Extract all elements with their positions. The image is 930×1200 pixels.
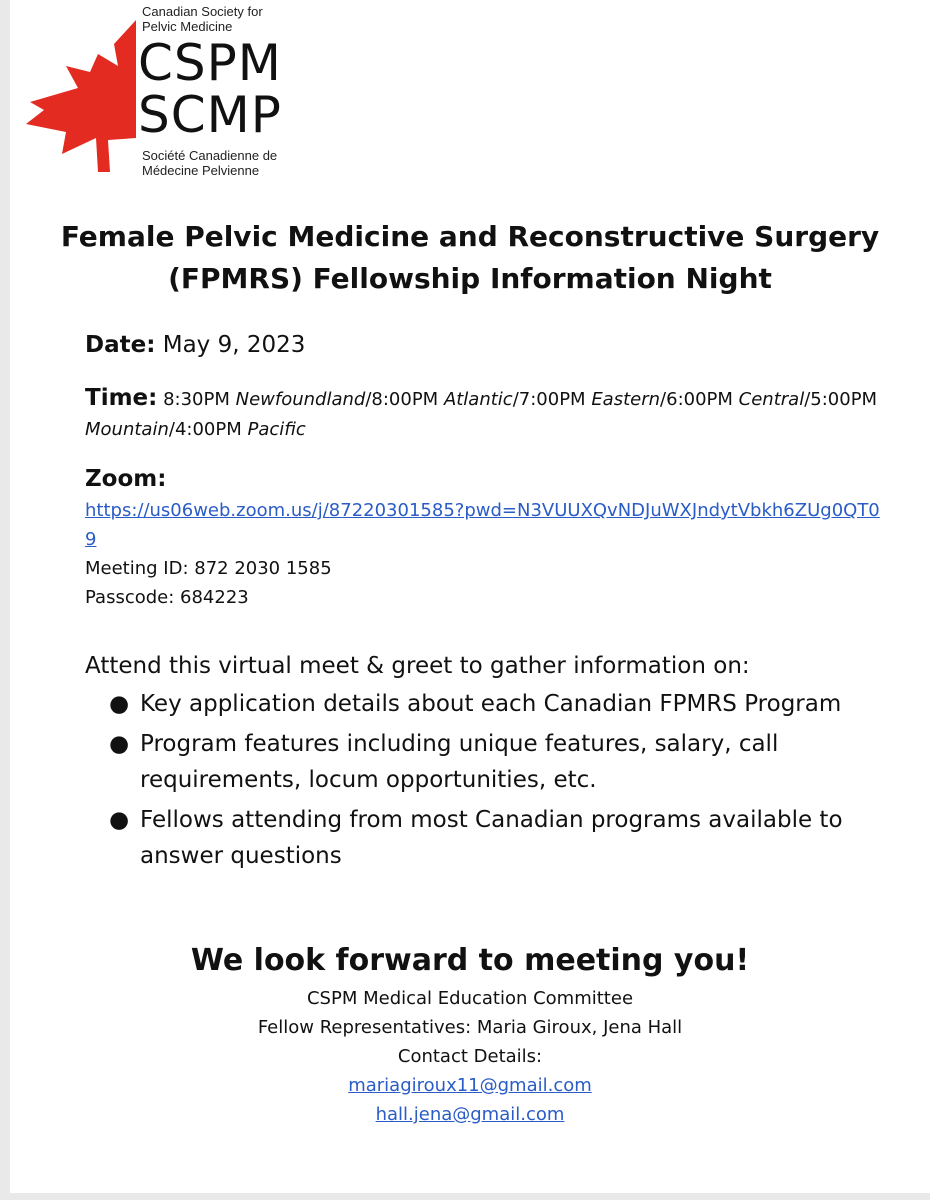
list-item bbox=[109, 802, 860, 874]
passcode: Passcode: 684223 bbox=[85, 587, 249, 608]
time-slot-time: 8:30PM bbox=[163, 389, 236, 410]
bullet-icon: ● bbox=[109, 691, 130, 717]
time-slot-zone: Pacific bbox=[247, 419, 306, 440]
email-link-giroux[interactable]: mariagiroux11@gmail.com bbox=[348, 1075, 592, 1096]
time-slot-time: 6:00PM bbox=[666, 389, 739, 410]
attend-section bbox=[85, 648, 905, 878]
event-title: Female Pelvic Medicine and Reconstructive Surgery (FPMRS) Fellowship Information Night bbox=[60, 220, 880, 295]
time-label: Time: bbox=[85, 385, 158, 411]
time-slot-time: 7:00PM bbox=[518, 389, 592, 410]
event-date bbox=[85, 332, 905, 358]
list-item-text: Program features including unique features, salary, call requirements, locum opportunities, etc. bbox=[140, 731, 779, 793]
time-slots: 8:30PM Newfoundland/8:00PM Atlantic/7:00PM Eastern/6:00PM Central/5:00PM Mountain/4:00PM Pacific bbox=[85, 389, 878, 440]
time-slot-zone: Mountain bbox=[85, 419, 169, 440]
attend-list bbox=[85, 686, 905, 874]
time-slot-time: 4:00PM bbox=[174, 419, 248, 440]
bullet-icon: ● bbox=[109, 731, 130, 757]
contact-label: Contact Details: bbox=[397, 1046, 543, 1067]
attend-intro: Attend this virtual meet & greet to gather information on: bbox=[85, 653, 750, 679]
list-item bbox=[109, 726, 860, 798]
cspm-logo bbox=[18, 0, 308, 188]
bullet-icon: ● bbox=[109, 807, 130, 833]
logo-abbr-english: CSPM bbox=[138, 34, 282, 92]
zoom-label: Zoom: bbox=[85, 466, 167, 492]
time-slot-time: 5:00PM bbox=[810, 389, 878, 410]
event-time bbox=[85, 383, 905, 445]
logo-abbr-french: SCMP bbox=[138, 86, 282, 144]
time-slot-time: 8:00PM bbox=[371, 389, 444, 410]
time-slot-zone: Newfoundland bbox=[235, 389, 366, 410]
time-slot-zone: Eastern bbox=[591, 389, 661, 410]
committee-name: CSPM Medical Education Committee bbox=[306, 988, 634, 1009]
logo-society-english: Canadian Society for Pelvic Medicine bbox=[142, 4, 263, 34]
maple-leaf-shape bbox=[26, 20, 136, 172]
fellow-representatives: Fellow Representatives: Maria Giroux, Jena Hall bbox=[257, 1017, 683, 1038]
list-item-text: Key application details about each Canadian FPMRS Program bbox=[140, 691, 842, 717]
time-slot-zone: Central bbox=[738, 389, 805, 410]
closing-message: We look forward to meeting you! bbox=[190, 943, 750, 978]
zoom-section bbox=[85, 462, 905, 612]
list-item-text: Fellows attending from most Canadian programs available to answer questions bbox=[140, 807, 843, 869]
flyer-page bbox=[10, 0, 930, 1193]
logo-society-french: Société Canadienne de Médecine Pelvienne bbox=[142, 148, 278, 178]
footer bbox=[10, 938, 930, 1129]
date-label: Date: bbox=[85, 332, 156, 358]
time-slot-zone: Atlantic bbox=[443, 389, 513, 410]
date-value: May 9, 2023 bbox=[162, 332, 306, 358]
maple-leaf-icon bbox=[18, 14, 143, 179]
zoom-link[interactable]: https://us06web.zoom.us/j/87220301585?pwd=N3VUUXQvNDJuWXJndytVbkh6ZUg0QT09 bbox=[85, 500, 880, 550]
list-item bbox=[109, 686, 860, 722]
email-link-hall[interactable]: hall.jena@gmail.com bbox=[375, 1104, 565, 1125]
meeting-id: Meeting ID: 872 2030 1585 bbox=[85, 558, 332, 579]
